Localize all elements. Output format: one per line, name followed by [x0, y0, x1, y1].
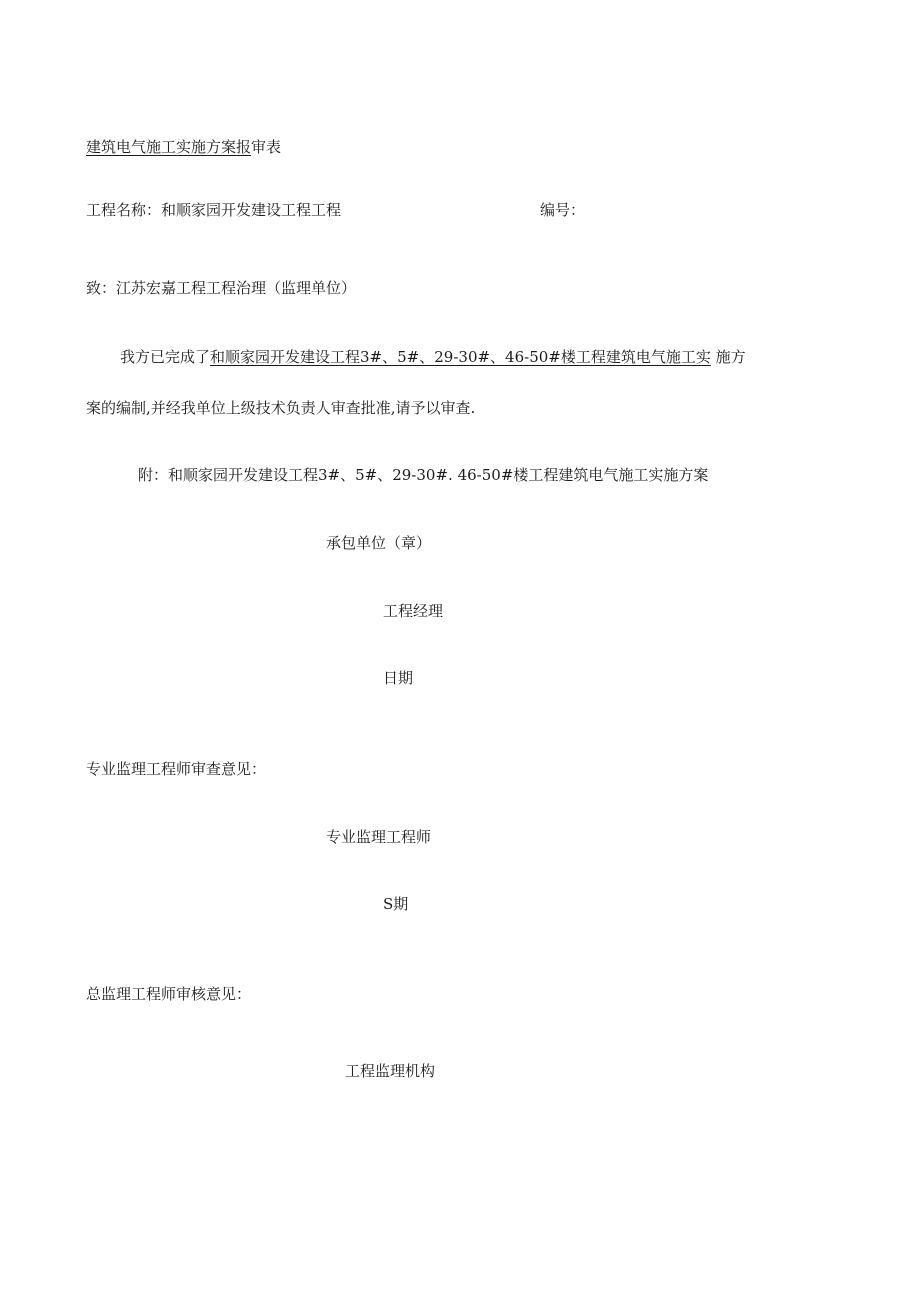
form-title-rest: 审表 — [251, 138, 282, 156]
specialist-signer: 专业监理工程师 — [326, 828, 432, 846]
specialist-opinion-label: 专业监理工程师审查意见： — [86, 760, 267, 778]
supervision-org: 工程监理机构 — [345, 1062, 436, 1080]
body-line-2: 案的编制,并经我单位上级技术负责人审查批准,请予以审查. — [86, 399, 476, 417]
chief-opinion-label: 总监理工程师审核意见： — [86, 985, 252, 1003]
body-line-1 — [120, 347, 746, 367]
specialist-date: S期 — [383, 895, 409, 913]
form-title-underlined: 建筑电气施工实施方案报 — [86, 138, 252, 156]
project-manager: 工程经理 — [383, 602, 444, 620]
number-label: 编号： — [540, 201, 586, 219]
body-underlined: 和顺家园开发建设工程3#、5#、29-30#、46-50#楼工程建筑电气施工实 — [210, 348, 711, 366]
form-title — [86, 137, 281, 157]
contractor-unit: 承包单位（章） — [326, 534, 432, 552]
project-name: 工程名称：和顺家园开发建设工程工程 — [86, 201, 342, 219]
body-prefix: 我方已完成了 — [120, 348, 211, 366]
attachment-line: 附：和顺家园开发建设工程3#、5#、29-30#. 46-50#楼工程建筑电气施工实施方案 — [138, 466, 709, 484]
contractor-date: 日期 — [383, 669, 414, 687]
addressee: 致：江苏宏嘉工程工程治理（监理单位） — [86, 279, 357, 297]
body-suffix: 施方 — [710, 348, 746, 366]
